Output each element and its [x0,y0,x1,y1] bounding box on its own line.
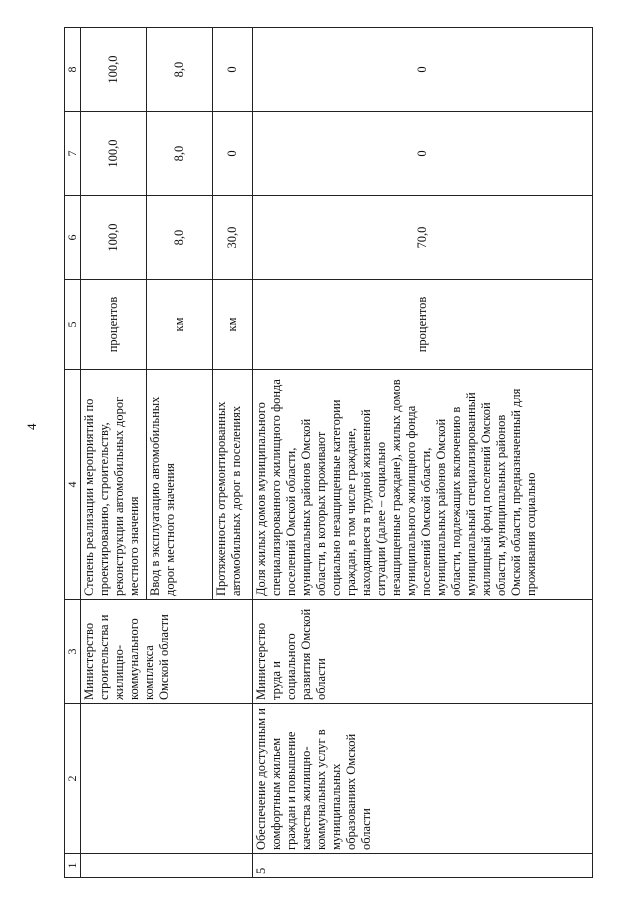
cell-indicator: Протяженность отремонтированных автомобильных дорог в поселениях [213,370,253,600]
cell-value-7: 8,0 [147,112,213,196]
header-col-1: 1 [65,854,81,878]
page-number: 4 [24,423,39,430]
cell-value-7: 0 [213,112,253,196]
cell-indicator: Степень реализации мероприятий по проектированию, строительству, реконструкции автомобильных дорог местного значения [81,370,147,600]
table-row [253,28,593,878]
cell-value-8: 100,0 [81,28,147,112]
cell-value-6: 100,0 [81,196,147,280]
cell-indicator: Доля жилых домов муниципального специализированного жилищного фонда поселений Омской области, муниципальных районов Омской области, в которых проживают социально незащищенные категории граждан, в том числе граждане, находящиеся в трудной жизненной ситуации (далее – социально незащищенные граждане), жилых домов муниципального жилищного фонда поселений Омской области, муниципальных районов Омской области, подлежащих включению в муниципальный специализированный жилищный фонд поселений Омской области, муниципальных районов Омской области, предназначенный для проживания социально [253,370,593,600]
cell-unit: процентов [81,280,147,370]
cell-number [81,854,253,878]
cell-program [81,704,253,854]
cell-value-6: 8,0 [147,196,213,280]
header-col-2: 2 [65,704,81,854]
header-col-5: 5 [65,280,81,370]
rotated-table-container [64,28,604,878]
cell-ministry: Министерство труда и социального развития Омской области [253,600,593,704]
cell-indicator: Ввод в эксплуатацию автомобильных дорог местного значения [147,370,213,600]
header-col-8: 8 [65,28,81,112]
cell-program: Обеспечение доступным и комфортным жильем граждан и повышение качества жилищно-коммунальных услуг в муниципальных образованиях Омской области [253,704,593,854]
cell-ministry: Министерство строительства и жилищно-коммунального комплекса Омской области [81,600,253,704]
cell-unit: км [213,280,253,370]
table-row [81,28,147,878]
cell-value-8: 8,0 [147,28,213,112]
cell-value-6: 30,0 [213,196,253,280]
cell-value-8: 0 [213,28,253,112]
cell-value-7: 0 [253,112,593,196]
cell-value-7: 100,0 [81,112,147,196]
cell-value-8: 0 [253,28,593,112]
header-col-6: 6 [65,196,81,280]
cell-unit: км [147,280,213,370]
cell-value-6: 70,0 [253,196,593,280]
cell-unit: процентов [253,280,593,370]
header-row [65,28,81,878]
cell-number: 5 [253,854,593,878]
program-indicators-table [64,27,593,878]
header-col-4: 4 [65,370,81,600]
header-col-3: 3 [65,600,81,704]
header-col-7: 7 [65,112,81,196]
